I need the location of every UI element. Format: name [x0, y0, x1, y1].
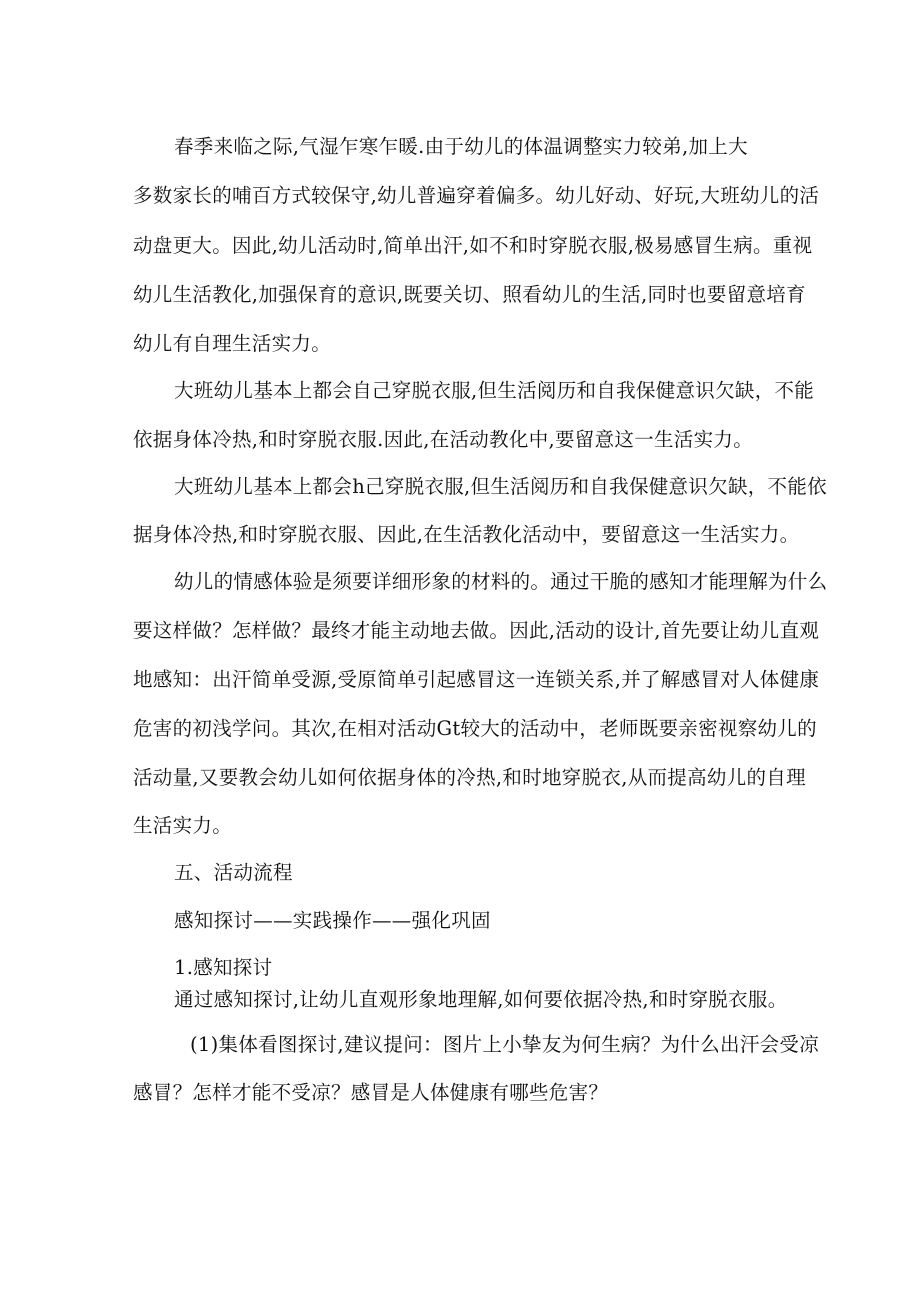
section-heading: 五、活动流程 — [174, 861, 293, 884]
paragraph-3-line-2: 据身体冷热,和时穿脱衣服、因此,在生活教化活动中，要留意这一生活实力。 — [133, 523, 800, 546]
paragraph-1-line-3: 动盘更大。因此,幼儿活动时,简单出汗,如不和时穿脱衣服,极易感冒生病。重视 — [133, 234, 813, 257]
paragraph-1-line-1: 春季来临之际,气湿乍寒乍暖.由于幼儿的体温调整实力较弟,加上大 — [174, 135, 748, 158]
paragraph-4-line-4: 危害的初浅学问。其次,在相对活动Gt较大的活动中，老师既要亲密视察幼儿的 — [133, 717, 817, 740]
paragraph-4-line-2: 要这样做？怎样做？最终才能主动地去做。因此,活动的设计,首先要让幼儿直观 — [133, 619, 820, 642]
paragraph-4-line-5: 活动量,又要教会幼儿如何依据身体的冷热,和时地穿脱衣,从而提高幼儿的自理 — [133, 766, 806, 789]
paragraph-2-line-2: 依据身体冷热,和时穿脱衣服.因此,在活动教化中,要留意这一生活实力。 — [133, 428, 753, 451]
paragraph-4-line-3: 地感知：出汗简单受源,受原简单引起感冒这一连锁关系,并了解感冒对人体健康 — [133, 668, 820, 691]
flow-line: 感知探讨——实践操作——强化巩固 — [174, 909, 491, 932]
paragraph-3-line-1: 大班幼儿基本上都会h己穿脱衣服,但生活阅历和自我保健意识欠缺，不能依 — [174, 475, 827, 498]
sub-heading: 1.感知探讨 — [174, 956, 273, 979]
paragraph-4-line-6: 生活实力。 — [133, 814, 233, 837]
sub-text: 通过感知探讨,让幼儿直观形象地理解,如何要依据冷热,和时穿脱衣服。 — [174, 988, 788, 1011]
paragraph-1-line-4: 幼儿生活教化,加强保育的意识,既要关切、照看幼儿的生活,同时也要留意培育 — [133, 283, 806, 306]
paragraph-1-line-5: 幼儿有自理生活实力。 — [133, 332, 332, 355]
question-line-1: (1)集体看图探讨,建议提问：图片上小挚友为何生病？为什么出汗会受凉 — [190, 1033, 820, 1056]
paragraph-1-line-2: 多数家长的哺百方式较保守,幼儿普遍穿着偏多。幼儿好动、好玩,大班幼儿的活 — [133, 184, 820, 207]
paragraph-4-line-1: 幼儿的情感体验是须要详细形象的材料的。通过干脆的感知才能理解为什么 — [174, 570, 828, 593]
question-line-2: 感冒？怎样才能不受凉？感冒是人体健康有哪些危害？ — [133, 1081, 609, 1104]
paragraph-2-line-1: 大班幼儿基本上都会自己穿脱衣服,但生活阅历和自我保健意识欠缺，不能 — [174, 379, 815, 402]
